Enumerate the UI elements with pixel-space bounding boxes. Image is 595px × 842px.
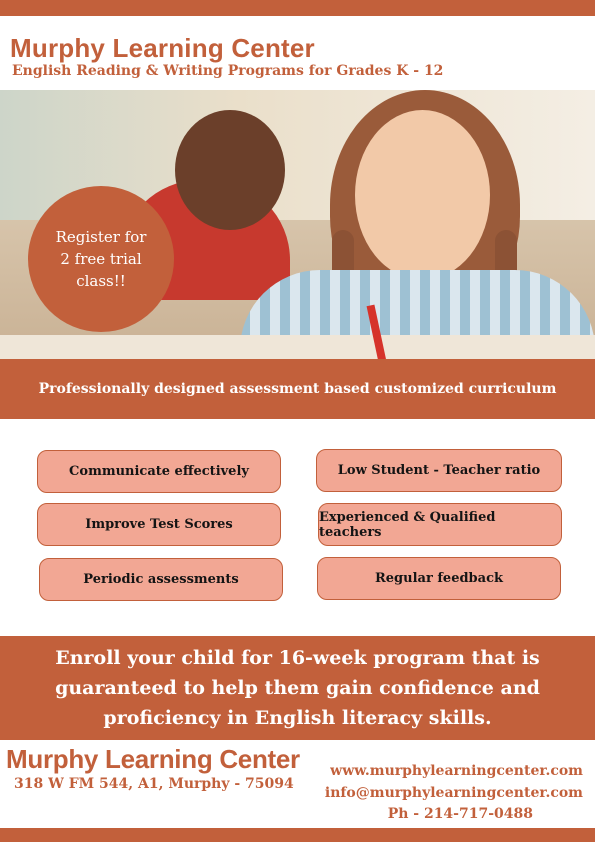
enroll-text: Enroll your child for 16-week program that is guaranteed to help them gain confidence and proficiency in English literacy skills.: [55, 647, 540, 729]
background-child-head: [175, 110, 285, 230]
email-link[interactable]: info@murphylearningcenter.com: [324, 785, 583, 801]
feature-periodic-assessments: Periodic assessments: [39, 558, 283, 601]
feature-communicate: Communicate effectively: [37, 450, 281, 493]
feature-regular-feedback: Regular feedback: [317, 557, 561, 600]
footer-address: 318 W FM 544, A1, Murphy - 75094: [14, 776, 294, 792]
feature-test-scores: Improve Test Scores: [37, 503, 281, 546]
footer-center-name: Murphy Learning Center: [6, 744, 300, 774]
website-link[interactable]: www.murphylearningcenter.com: [330, 763, 583, 779]
top-accent-bar: [0, 0, 595, 16]
enroll-band: [0, 636, 595, 740]
trial-class-badge[interactable]: [28, 186, 174, 332]
bottom-accent-bar: [0, 828, 595, 842]
feature-qualified-teachers: Experienced & Qualified teachers: [318, 503, 562, 546]
desk: [0, 335, 595, 360]
phone-number[interactable]: Ph - 214-717-0488: [387, 806, 533, 822]
tagline: Professionally designed assessment based customized curriculum: [38, 381, 557, 397]
girl-face: [355, 110, 490, 280]
trial-class-text: Register for 2 free trial class!!: [55, 228, 147, 290]
page-subtitle: English Reading & Writing Programs for Grades K - 12: [12, 63, 444, 79]
page-title: Murphy Learning Center: [10, 33, 315, 63]
feature-teacher-ratio: Low Student - Teacher ratio: [316, 449, 562, 492]
tagline-band: [0, 359, 595, 419]
